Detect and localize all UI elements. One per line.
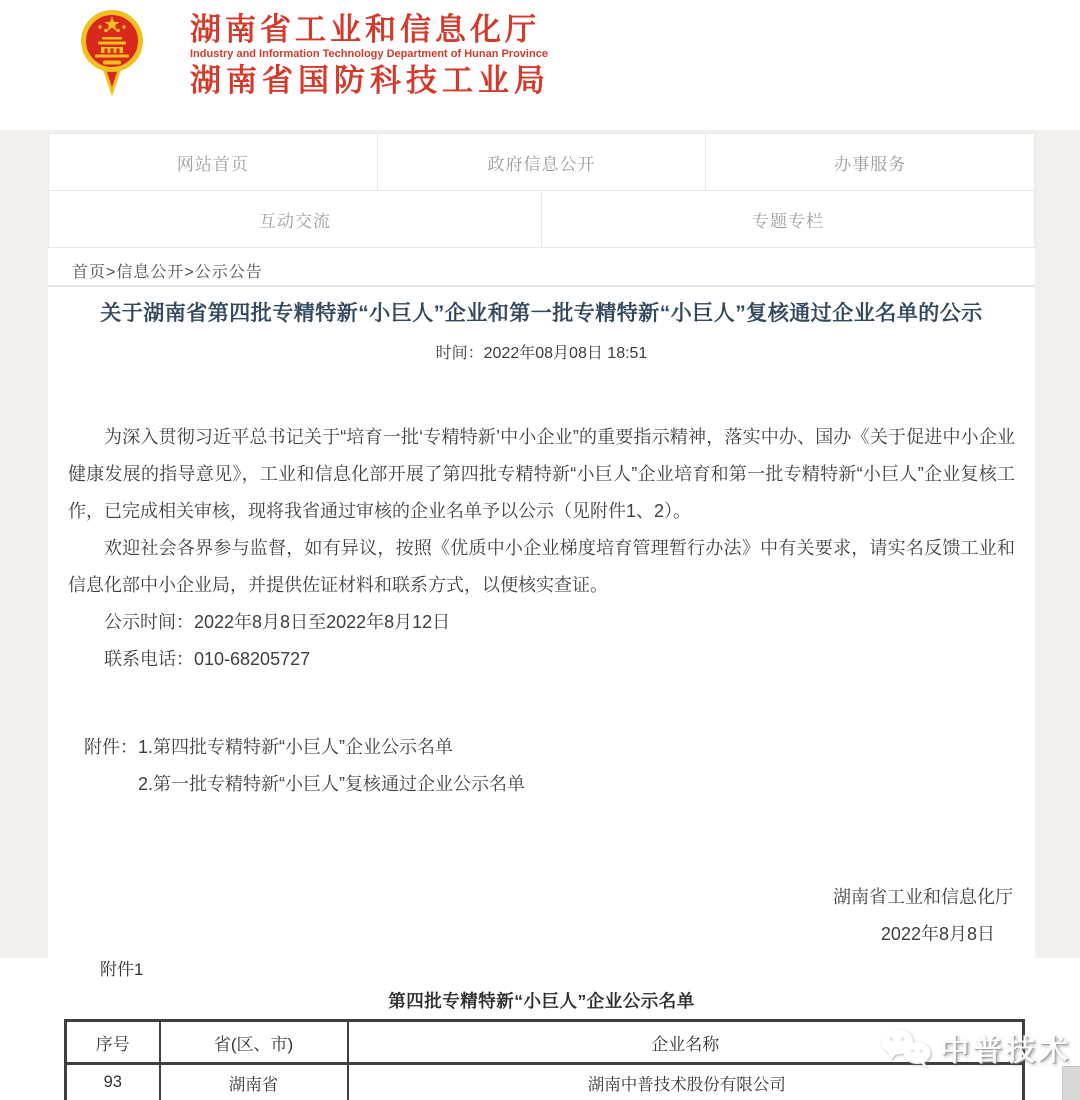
table-row [66,1064,1024,1100]
header-cell-company: 企业名称 [348,1021,1024,1064]
attachment-line-2 [84,766,525,803]
article-time: 时间：2022年08月08日 18:51 [435,345,648,362]
signature-org: 湖南省工业和信息化厅 [833,887,1013,907]
attachments-list [84,729,525,803]
scrollbar-thumb[interactable] [1062,1066,1080,1100]
article-title: 关于湖南省第四批专精特新“小巨人”企业和第一批专精特新“小巨人”复核通过企业名单的公示 [100,302,983,325]
nav-item-home[interactable]: 网站首页 [176,154,249,174]
national-emblem-icon [80,8,144,98]
org-name-cn: 湖南省工业和信息化厅 [190,12,540,47]
watermark-text: 中普技术 [940,1034,1073,1067]
org-name-en: Industry and Information Technology Department of Hunan Province [190,48,548,60]
cell-no: 93 [66,1064,160,1100]
cell-company: 湖南中普技术股份有限公司 [348,1064,1024,1100]
header-cell-no: 序号 [66,1021,160,1064]
cell-province: 湖南省 [160,1064,348,1100]
contact-phone: 联系电话：010-68205727 [104,649,311,669]
paragraph-1: 为深入贯彻习近平总书记关于“培育一批‘专精特新’中小企业”的重要指示精神，落实中办、国办《关于促进中小企业健康发展的指导意见》，工业和信息化部开展了第四批专精特新“小巨人”企业培育和第一批专精特新“小巨人”企业复核工作，已完成相关审核，现将我省通过审核的企业名单予以公示（见附件1、2）。 [68,427,1015,521]
attachment1-label: 附件1 [100,960,144,979]
nav-item-gov-info[interactable]: 政府信息公开 [377,134,706,190]
site-header [0,0,1080,130]
table-header-row [66,1021,1024,1064]
signature-date: 2022年8月8日 [880,924,995,944]
breadcrumb[interactable]: 首页>信息公开>公示公告 [72,264,263,281]
header-org-titles [190,14,558,96]
attachments-label: 附件： [84,737,138,757]
main-nav [48,133,1035,248]
breadcrumb-divider [48,285,1035,287]
enterprise-table [64,1019,1025,1100]
attachment1-table-title: 第四批专精特新“小巨人”企业公示名单 [388,991,695,1011]
attachment-link-2[interactable]: 2.第一批专精特新“小巨人”复核通过企业公示名单 [138,774,525,794]
header-cell-province: 省(区、市) [160,1021,348,1064]
nav-row-2 [49,190,1034,247]
article-body [68,419,1015,678]
nav-row-1 [49,134,1034,190]
attachment-link-1[interactable]: 1.第四批专精特新“小巨人”企业公示名单 [138,737,453,757]
nav-item-services[interactable]: 办事服务 [705,134,1034,190]
org-name-cn2: 湖南省国防科技工业局 [190,63,550,98]
nav-item-interaction[interactable]: 互动交流 [259,211,331,231]
paragraph-2: 欢迎社会各界参与监督，如有异议，按照《优质中小企业梯度培育管理暂行办法》中有关要求，请实名反馈工业和信息化部中小企业局，并提供佐证材料和联系方式，以便核实查证。 [68,538,1015,595]
attachment-line-1 [84,729,525,766]
publicity-time: 公示时间：2022年8月8日至2022年8月12日 [104,612,451,632]
nav-item-special-columns[interactable]: 专题专栏 [541,191,1034,247]
